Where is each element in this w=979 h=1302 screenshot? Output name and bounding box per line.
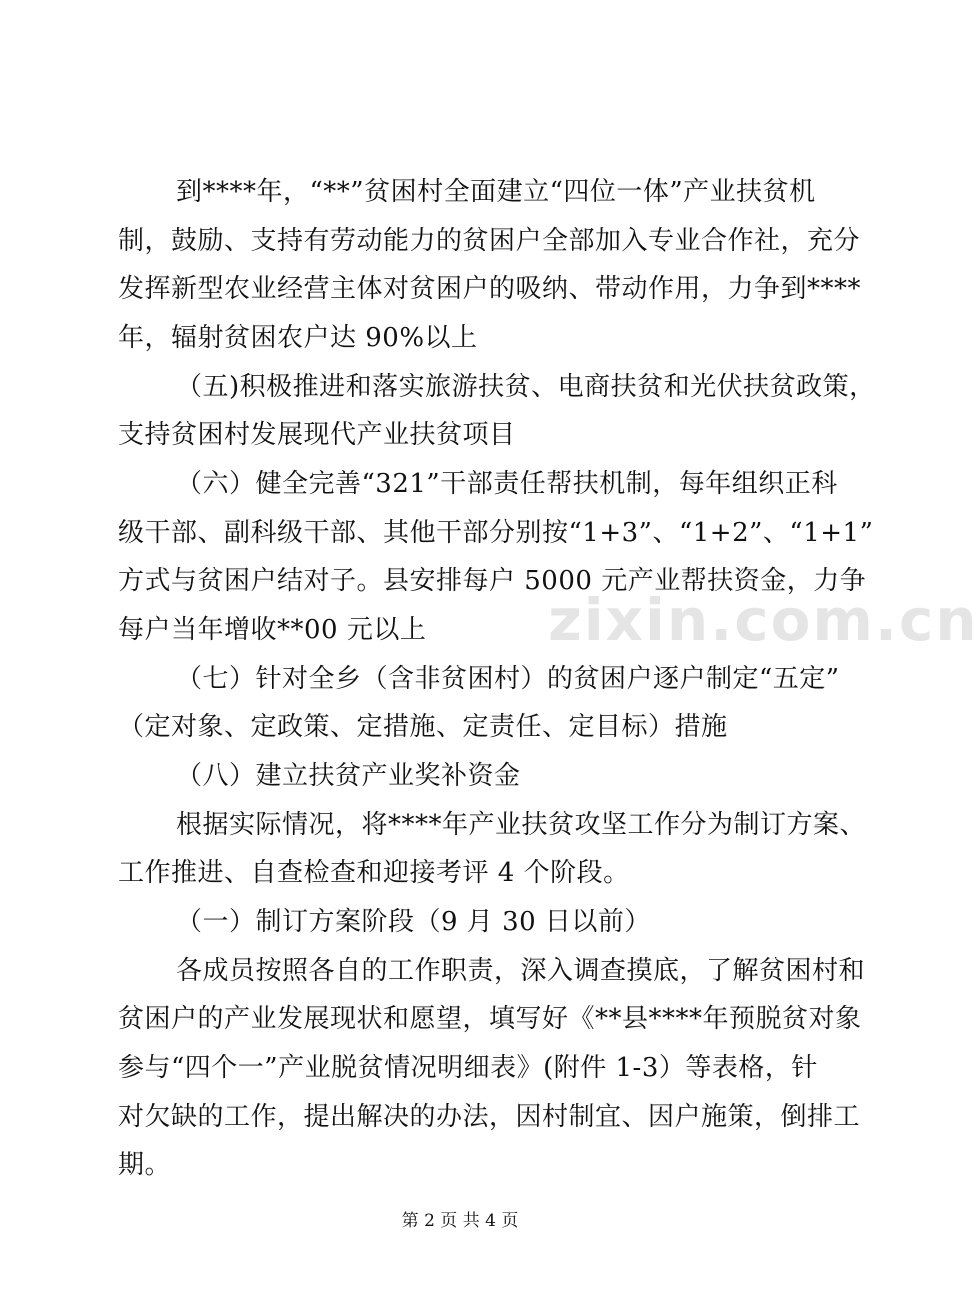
paragraph-line: 工作推进、自查检查和迎接考评 4 个阶段。 bbox=[118, 858, 630, 888]
paragraph-line: 期。 bbox=[118, 1150, 172, 1180]
paragraph-line: （五)积极推进和落实旅游扶贫、电商扶贫和光伏扶贫政策， bbox=[176, 372, 876, 402]
paragraph-line: （七）针对全乡（含非贫困村）的贫困户逐户制定“五定” bbox=[176, 664, 840, 694]
paragraph-line: 级干部、副科级干部、其他干部分别按“1+3”、“1+2”、“1+1” bbox=[118, 518, 874, 548]
paragraph-line: 方式与贫困户结对子。县安排每户 5000 元产业帮扶资金，力争 bbox=[118, 566, 867, 596]
paragraph-line: 支持贫困村发展现代产业扶贫项目 bbox=[118, 420, 516, 450]
paragraph-line: 参与“四个一”产业脱贫情况明细表》(附件 1-3）等表格，针 bbox=[118, 1053, 818, 1083]
page-footer: 第 2 页 共 4 页 bbox=[401, 1211, 519, 1231]
paragraph-line: 根据实际情况，将****年产业扶贫攻坚工作分为制订方案、 bbox=[176, 810, 867, 840]
paragraph-line: 发挥新型农业经营主体对贫困户的吸纳、带动作用，力争到**** bbox=[118, 274, 862, 304]
paragraph-line: 制，鼓励、支持有劳动能力的贫困户全部加入专业合作社，充分 bbox=[118, 226, 861, 256]
paragraph-line: 每户当年增收**00 元以上 bbox=[118, 615, 427, 645]
paragraph-line: （六）健全完善“321”干部责任帮扶机制，每年组织正科 bbox=[176, 469, 838, 499]
paragraph-line: （一）制订方案阶段（9 月 30 日以前） bbox=[176, 907, 651, 937]
paragraph-line: 贫困户的产业发展现状和愿望，填写好《**县****年预脱贫对象 bbox=[118, 1004, 862, 1034]
paragraph-line: 年，辐射贫困农户达 90%以上 bbox=[118, 323, 478, 353]
paragraph-line: 到****年，“**”贫困村全面建立“四位一体”产业扶贫机 bbox=[176, 177, 816, 207]
paragraph-line: 对欠缺的工作，提出解决的办法，因村制宜、因户施策，倒排工 bbox=[118, 1102, 861, 1132]
paragraph-line: 各成员按照各自的工作职责，深入调查摸底，了解贫困村和 bbox=[176, 956, 866, 986]
watermark: zixin.com.cn bbox=[548, 586, 979, 654]
paragraph-line: （八）建立扶贫产业奖补资金 bbox=[176, 761, 521, 791]
paragraph-line: （定对象、定政策、定措施、定责任、定目标）措施 bbox=[118, 712, 728, 742]
